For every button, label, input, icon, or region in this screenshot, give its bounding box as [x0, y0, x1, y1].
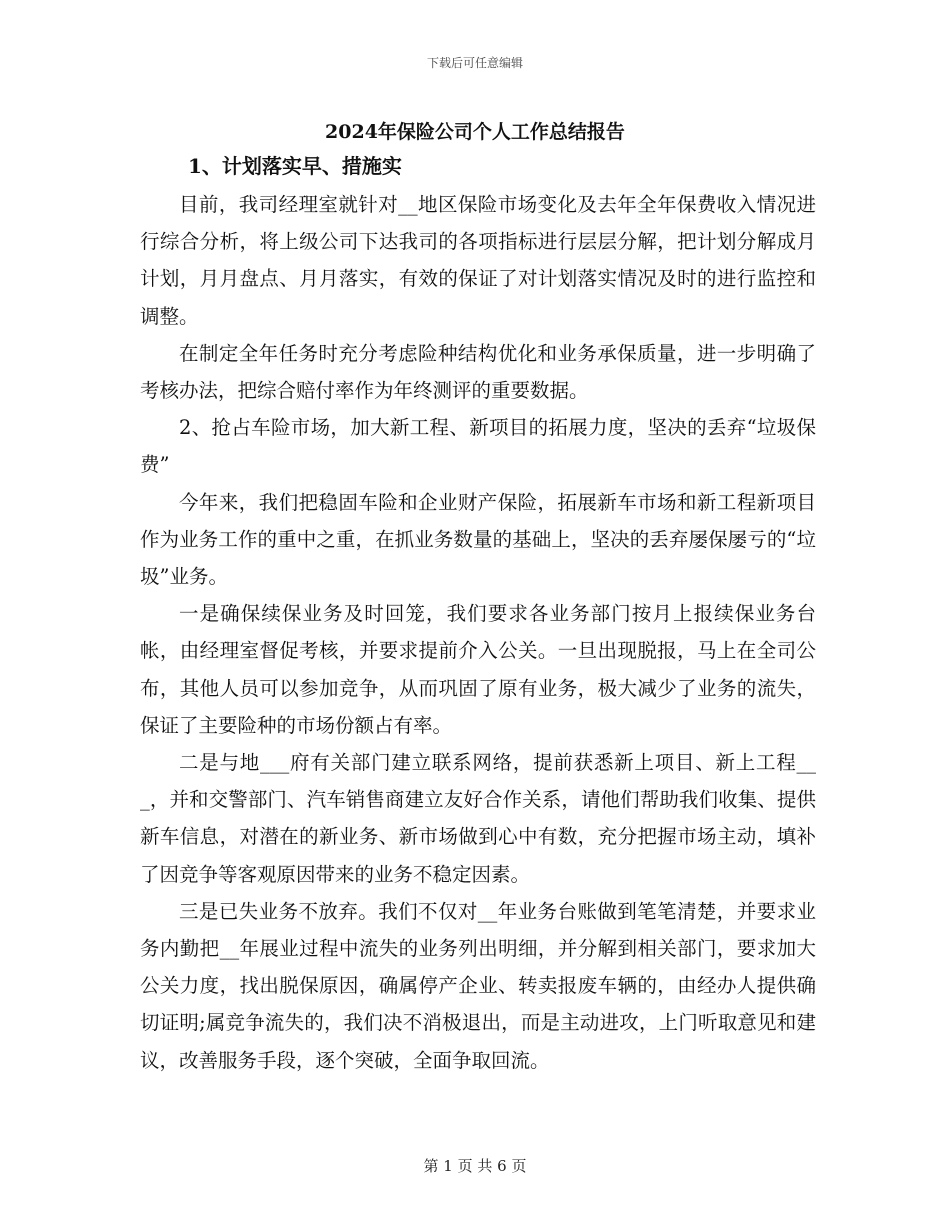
- page-number: 第 1 页 共 6 页: [423, 1157, 527, 1175]
- paragraph-task-assessment: 在制定全年任务时充分考虑险种结构优化和业务承保质量，进一步明确了考核办法，把综合赔付率作为年终测评的重要数据。: [140, 341, 816, 403]
- paragraph-government-network: 二是与地___府有关部门建立联系网络，提前获悉新上项目、新上工程___，并和交警部门、汽车销售商建立友好合作关系，请他们帮助我们收集、提供新车信息，对潜在的新业务、新市场做到心中有数，充分把握市场主动，填补了因竞争等客观原因带来的业务不稳定因素。: [140, 751, 816, 886]
- section-heading: 1、计划落实早、措施实: [188, 154, 402, 178]
- document-title: 2024年保险公司个人工作总结报告: [325, 121, 625, 143]
- paragraph-vehicle-market-heading: 2、抢占车险市场，加大新工程、新项目的拓展力度，坚决的丢弃“垃圾保费”: [140, 416, 816, 477]
- paragraph-lost-business: 三是已失业务不放弃。我们不仅对__年业务台账做到笔笔清楚，并要求业务内勤把__年展业过程中流失的业务列出明细，并分解到相关部门，要求加大公关力度，找出脱保原因，确属停产企业、转卖报废车辆的，由经办人提供确切证明;属竞争流失的，我们决不消极退出，而是主动进攻，上门听取意见和建议，改善服务手段，逐个突破，全面争取回流。: [140, 899, 816, 1072]
- paragraph-renewal: 一是确保续保业务及时回笼，我们要求各业务部门按月上报续保业务台帐，由经理室督促考核，并要求提前介入公关。一旦出现脱报，马上在全司公布，其他人员可以参加竞争，从而巩固了原有业务，极大减少了业务的流失，保证了主要险种的市场份额占有率。: [140, 602, 816, 737]
- paragraph-plan-analysis: 目前，我司经理室就针对__地区保险市场变化及去年全年保费收入情况进行综合分析，将上级公司下达我司的各项指标进行层层分解，把计划分解成月计划，月月盘点、月月落实，有效的保证了对计划落实情况及时的进行监控和调整。: [140, 193, 816, 328]
- header-note: 下载后可任意编辑: [426, 56, 523, 70]
- paragraph-this-year: 今年来，我们把稳固车险和企业财产保险，拓展新车市场和新工程新项目作为业务工作的重中之重，在抓业务数量的基础上，坚决的丢弃屡保屡亏的“垃圾”业务。: [140, 490, 816, 589]
- document-body: [140, 186, 816, 1079]
